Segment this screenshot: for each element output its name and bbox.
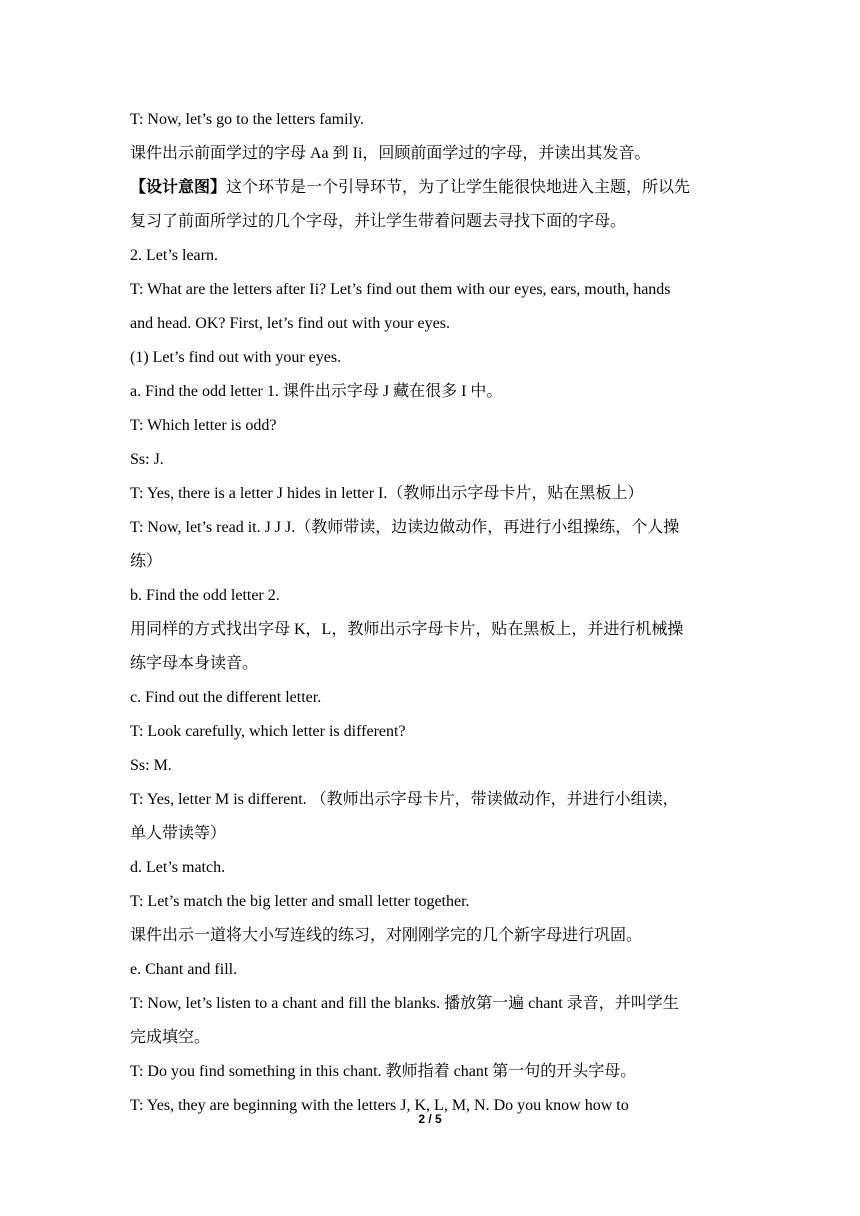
line-text: 完成填空。 bbox=[130, 1029, 211, 1046]
text-line bbox=[130, 647, 735, 681]
text-line bbox=[130, 511, 735, 545]
line-text: and head. OK? First, let’s find out with your eyes. bbox=[130, 315, 450, 332]
line-text: T: Look carefully, which letter is different? bbox=[130, 723, 406, 740]
line-text: T: Now, let’s listen to a chant and fill the blanks. 播放第一遍 chant 录音，并叫学生 bbox=[130, 995, 679, 1012]
text-line bbox=[130, 443, 735, 477]
text-line bbox=[130, 307, 735, 341]
text-line bbox=[130, 919, 735, 953]
line-text: e. Chant and fill. bbox=[130, 961, 238, 978]
line-text: b. Find the odd letter 2. bbox=[130, 587, 280, 604]
text-line bbox=[130, 409, 735, 443]
text-line bbox=[130, 681, 735, 715]
text-line bbox=[130, 341, 735, 375]
line-text: Ss: J. bbox=[130, 451, 164, 468]
line-text: 单人带读等） bbox=[130, 825, 227, 842]
design-intent-label: 【设计意图】 bbox=[130, 179, 227, 196]
text-line bbox=[130, 205, 735, 239]
text-line bbox=[130, 953, 735, 987]
line-text: 这个环节是一个引导环节，为了让学生能很快地进入主题，所以先 bbox=[226, 179, 691, 196]
text-line bbox=[130, 477, 735, 511]
line-text: T: Now, let’s read it. J J J.（教师带读，边读边做动作，再进行小组操练，个人操 bbox=[130, 519, 680, 536]
text-line bbox=[130, 273, 735, 307]
line-text: T: Yes, letter M is different. （教师出示字母卡片，带读做动作，并进行小组读， bbox=[130, 791, 679, 808]
text-line bbox=[130, 1055, 735, 1089]
line-text: c. Find out the different letter. bbox=[130, 689, 322, 706]
text-line bbox=[130, 851, 735, 885]
page-number: 2 / 5 bbox=[418, 1112, 442, 1126]
line-text: 练字母本身读音。 bbox=[130, 655, 259, 672]
text-line bbox=[130, 749, 735, 783]
line-text: 练） bbox=[130, 553, 163, 570]
text-line bbox=[130, 375, 735, 409]
document-body bbox=[130, 103, 735, 1123]
line-text: T: Which letter is odd? bbox=[130, 417, 277, 434]
text-line bbox=[130, 613, 735, 647]
text-line bbox=[130, 715, 735, 749]
line-text: a. Find the odd letter 1. 课件出示字母 J 藏在很多 I 中。 bbox=[130, 383, 503, 400]
text-line bbox=[130, 579, 735, 613]
text-line bbox=[130, 545, 735, 579]
line-text: T: What are the letters after Ii? Let’s find out them with our eyes, ears, mouth, hands bbox=[130, 281, 671, 298]
text-line bbox=[130, 137, 735, 171]
line-text: T: Yes, there is a letter J hides in letter I.（教师出示字母卡片，贴在黑板上） bbox=[130, 485, 644, 502]
line-text: (1) Let’s find out with your eyes. bbox=[130, 349, 342, 366]
line-text: Ss: M. bbox=[130, 757, 172, 774]
line-text: d. Let’s match. bbox=[130, 859, 226, 876]
text-line bbox=[130, 885, 735, 919]
line-text: 2. Let’s learn. bbox=[130, 247, 218, 264]
text-line bbox=[130, 239, 735, 273]
line-text: T: Now, let’s go to the letters family. bbox=[130, 111, 364, 128]
text-line bbox=[130, 1021, 735, 1055]
line-text: 课件出示一道将大小写连线的练习，对刚刚学完的几个新字母进行巩固。 bbox=[130, 927, 643, 944]
line-text: 复习了前面所学过的几个字母，并让学生带着问题去寻找下面的字母。 bbox=[130, 213, 627, 230]
text-line bbox=[130, 171, 735, 205]
text-line bbox=[130, 987, 735, 1021]
line-text: 用同样的方式找出字母 K，L，教师出示字母卡片，贴在黑板上，并进行机械操 bbox=[130, 621, 684, 638]
text-line bbox=[130, 817, 735, 851]
text-line bbox=[130, 103, 735, 137]
line-text: T: Do you find something in this chant. 教师指着 chant 第一句的开头字母。 bbox=[130, 1063, 637, 1080]
line-text: T: Yes, they are beginning with the letters J, K, L, M, N. Do you know how to bbox=[130, 1097, 629, 1114]
line-text: T: Let’s match the big letter and small letter together. bbox=[130, 893, 470, 910]
line-text: 课件出示前面学过的字母 Aa 到 Ii，回顾前面学过的字母，并读出其发音。 bbox=[130, 145, 651, 162]
text-line bbox=[130, 783, 735, 817]
